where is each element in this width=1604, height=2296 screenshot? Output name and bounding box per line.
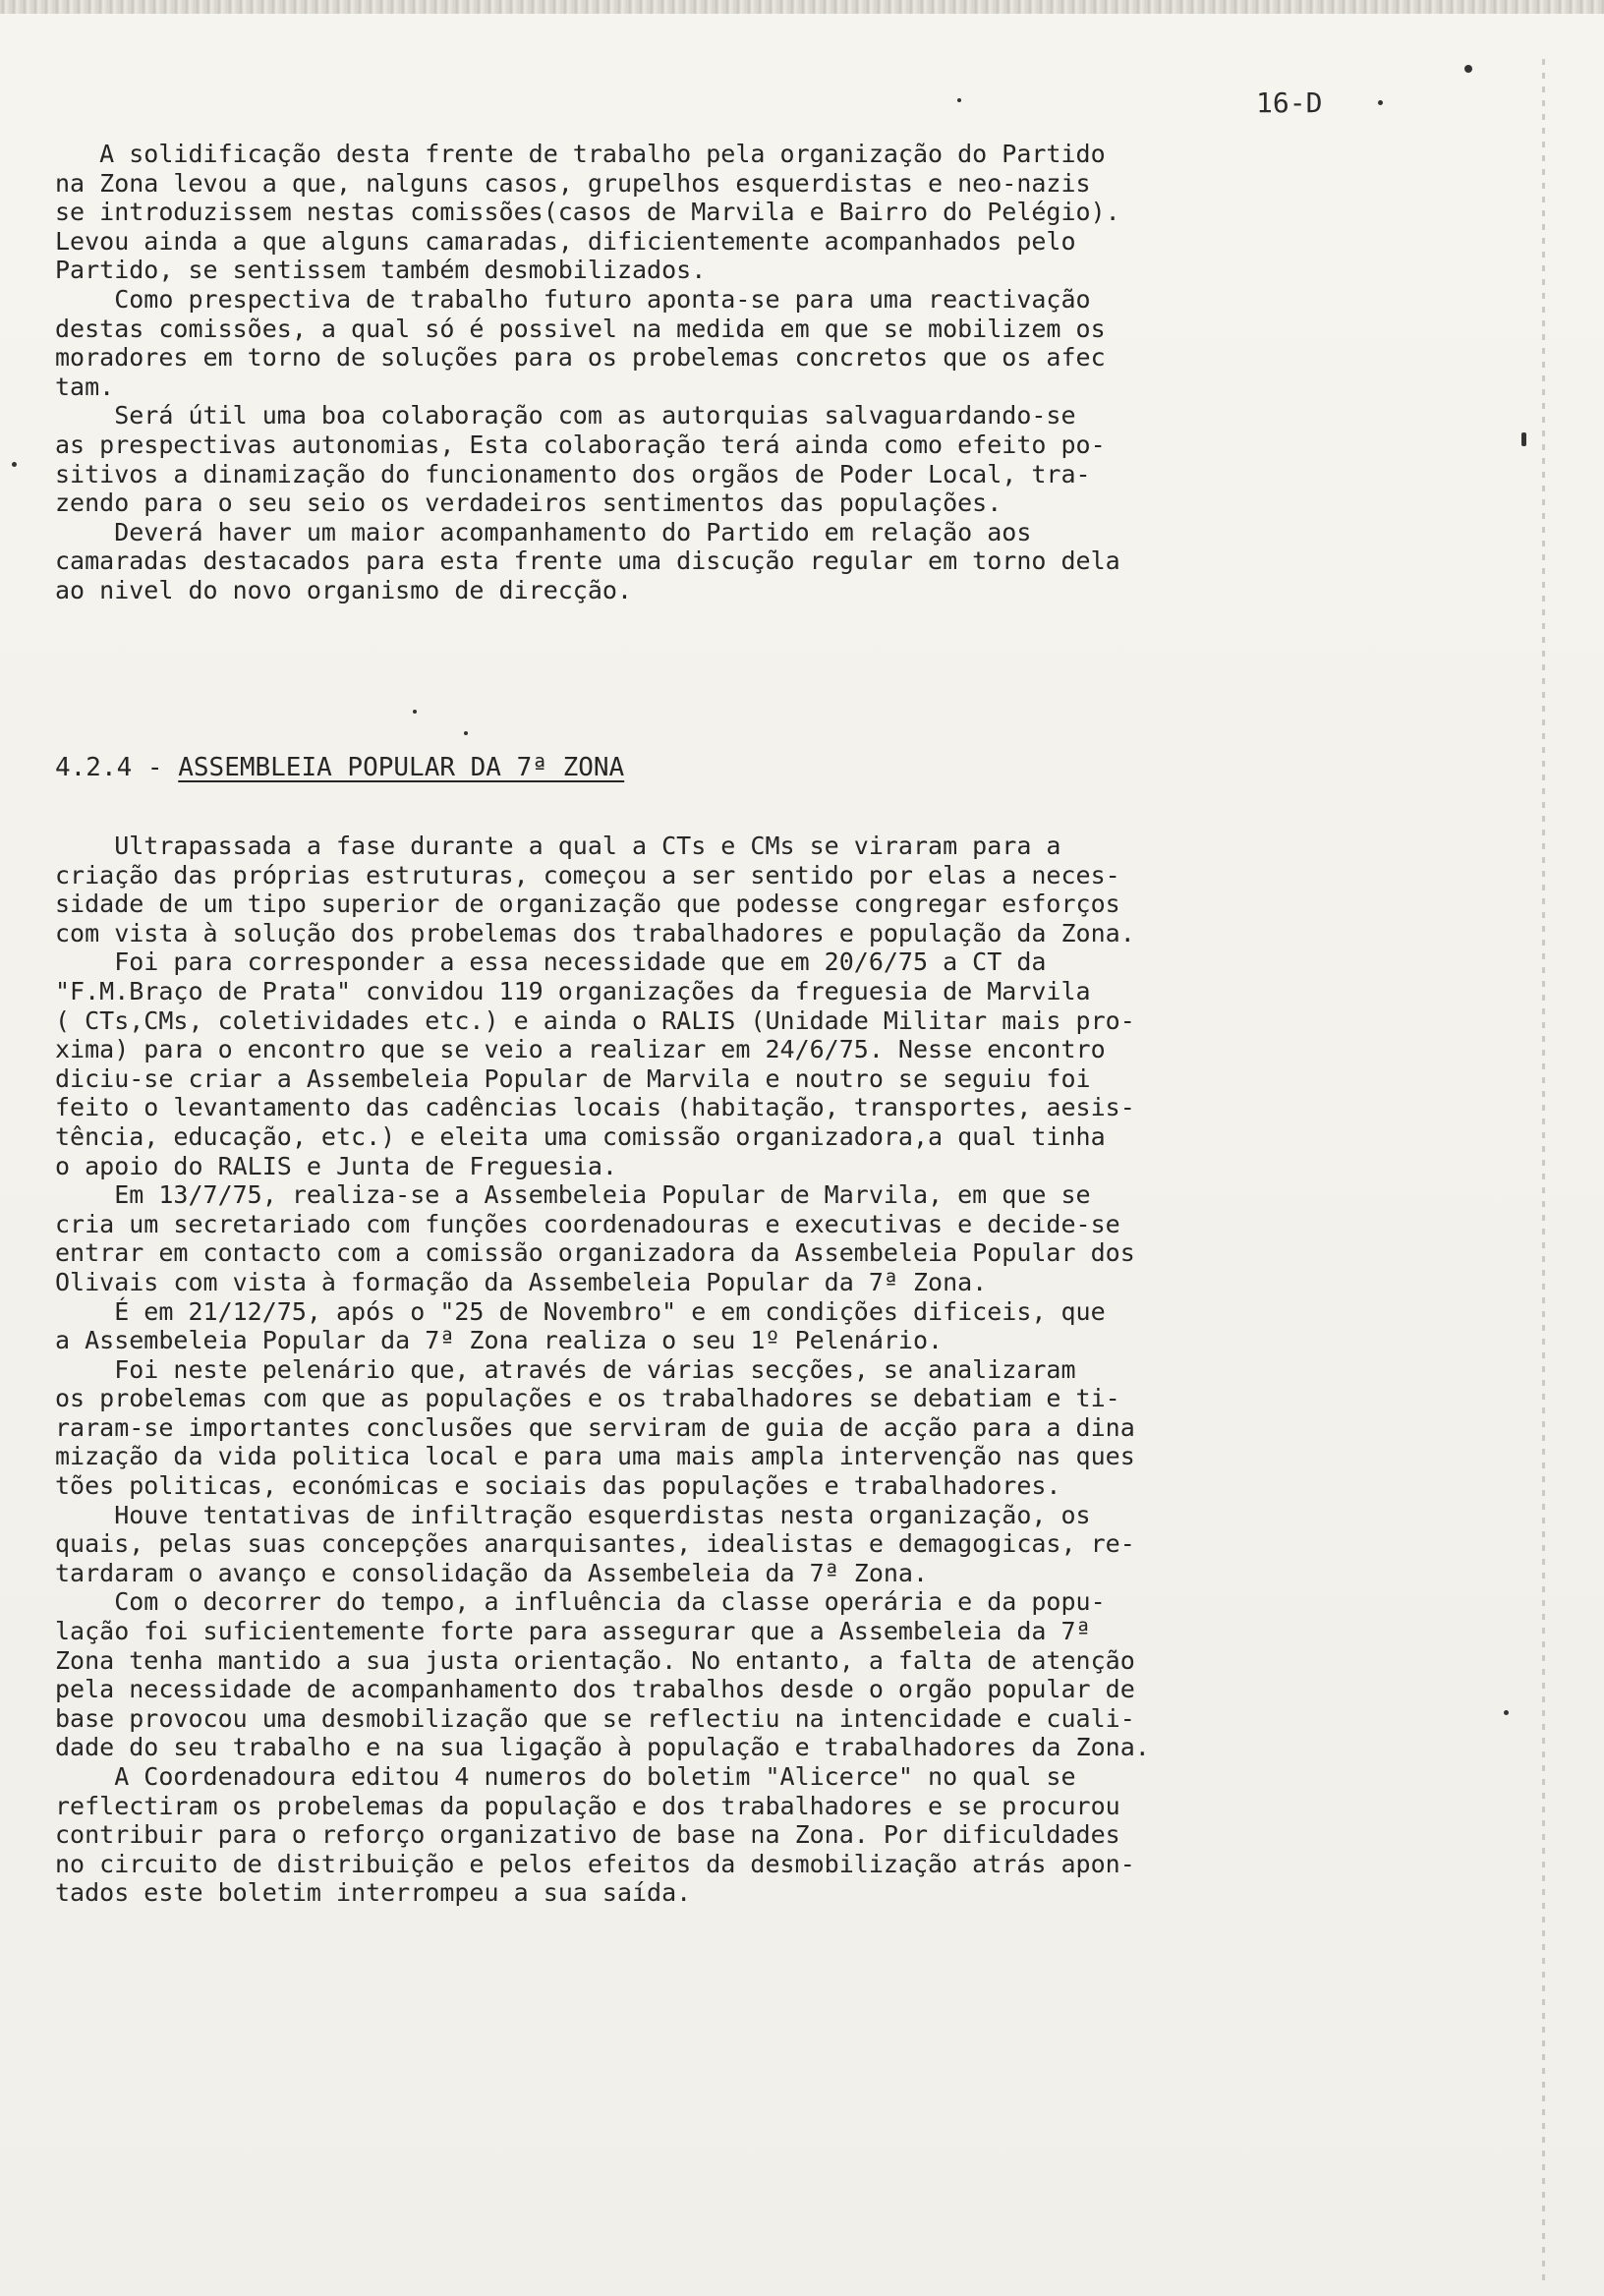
text-line: tência, educação, etc.) e eleita uma comissão organizadora,a qual tinha	[55, 1121, 1106, 1151]
text-line: lação foi suficientemente forte para assegurar que a Assembeleia da 7ª	[55, 1617, 1091, 1646]
text-line: se introduzissem nestas comissões(casos de Marvila e Bairro do Pelégio).	[55, 198, 1120, 227]
scan-speck	[957, 98, 961, 102]
text-line: sidade de um tipo superior de organização que podesse congregar esforços	[55, 890, 1120, 919]
text-line: feito o levantamento das cadências locais (habitação, transportes, aesis-	[55, 1093, 1135, 1122]
text-line: Ultrapassada a fase durante a qual a CTs e CMs se viraram para a	[55, 832, 1061, 860]
text-line: ( CTs,CMs, coletividades etc.) e ainda o RALIS (Unidade Militar mais pro-	[55, 1005, 1135, 1035]
text-line: Levou ainda a que alguns camaradas, dificientemente acompanhados pelo	[55, 226, 1076, 256]
text-line: quais, pelas suas concepções anarquisantes, idealistas e demagogicas, re-	[55, 1529, 1135, 1559]
text-line: os probelemas com que as populações e os trabalhadores se debatiam e ti-	[55, 1384, 1120, 1413]
text-line: dade do seu trabalho e na sua ligação à população e trabalhadores da Zona.	[55, 1733, 1150, 1762]
text-line: no circuito de distribuição e pelos efeitos da desmobilização atrás apon-	[55, 1849, 1135, 1878]
text-line: sitivos a dinamização do funcionamento dos orgãos de Poder Local, tra-	[55, 459, 1091, 488]
text-line: Zona tenha mantido a sua justa orientação. No entanto, a falta de atenção	[55, 1645, 1135, 1675]
scan-speck	[1504, 1710, 1509, 1715]
text-line: ao nivel do novo organismo de direcção.	[55, 575, 632, 604]
text-line: base provocou uma desmobilização que se reflectiu na intencidade e cuali-	[55, 1703, 1135, 1733]
text-line: entrar em contacto com a comissão organizadora da Assembeleia Popular dos	[55, 1238, 1135, 1268]
text-line: Houve tentativas de infiltração esquerdistas nesta organização, os	[55, 1500, 1091, 1529]
scan-right-edge	[1542, 59, 1545, 2280]
scan-speck	[1521, 432, 1526, 446]
page-number: 16-D	[1256, 86, 1323, 119]
text-line: a Assembeleia Popular da 7ª Zona realiza o seu 1º Pelenário.	[55, 1326, 944, 1355]
text-line: Foi para corresponder a essa necessidade que em 20/6/75 a CT da	[55, 947, 1047, 977]
text-line: criação das próprias estruturas, começou a ser sentido por elas a neces-	[55, 860, 1120, 890]
text-line: cria um secretariado com funções coordenadouras e executivas e decide-se	[55, 1209, 1120, 1238]
text-line: É em 21/12/75, após o "25 de Novembro" e em condições dificeis, que	[55, 1296, 1106, 1326]
text-line: xima) para o encontro que se veio a realizar em 24/6/75. Nesse encontro	[55, 1035, 1106, 1064]
text-line: Deverá haver um maior acompanhamento do Partido em relação aos	[55, 517, 1032, 546]
text-line: tados este boletim interrompeu a sua saída.	[55, 1878, 692, 1908]
text-line: tões politicas, económicas e sociais das populações e trabalhadores.	[55, 1471, 1061, 1501]
text-line: com vista à solução dos probelemas dos trabalhadores e população da Zona.	[55, 918, 1135, 947]
text-line: reflectiram os probelemas da população e dos trabalhadores e se procurou	[55, 1791, 1120, 1820]
scan-speck	[1464, 65, 1472, 73]
text-line: na Zona levou a que, nalguns casos, grupelhos esquerdistas e neo-nazis	[55, 168, 1091, 198]
text-line: mização da vida politica local e para uma mais ampla intervenção nas ques	[55, 1442, 1135, 1471]
text-line: diciu-se criar a Assembeleia Popular de Marvila e noutro se seguiu foi	[55, 1063, 1091, 1093]
scan-speck	[12, 462, 17, 467]
text-line: Será útil uma boa colaboração com as autorquias salvaguardando-se	[55, 401, 1076, 430]
scan-speck	[1378, 100, 1383, 105]
text-line: o apoio do RALIS e Junta de Freguesia.	[55, 1151, 617, 1180]
section-paragraphs-2	[55, 832, 1150, 1908]
text-line: pela necessidade de acompanhamento dos trabalhos desde o orgão popular de	[55, 1675, 1135, 1704]
scan-top-edge	[0, 0, 1604, 14]
section-heading	[55, 753, 624, 782]
text-line: camaradas destacados para esta frente uma discução regular em torno dela	[55, 546, 1120, 576]
text-line: destas comissões, a qual só é possivel na medida em que se mobilizem os	[55, 314, 1106, 343]
text-line: Em 13/7/75, realiza-se a Assembeleia Popular de Marvila, em que se	[55, 1180, 1091, 1210]
text-line: Como prespectiva de trabalho futuro aponta-se para uma reactivação	[55, 284, 1091, 314]
text-line: Foi neste pelenário que, através de várias secções, se analizaram	[55, 1354, 1076, 1384]
section-number: 4.2.4 -	[55, 753, 179, 782]
text-line: "F.M.Braço de Prata" convidou 119 organizações da freguesia de Marvila	[55, 976, 1091, 1005]
text-line: Com o decorrer do tempo, a influência da classe operária e da popu-	[55, 1587, 1106, 1617]
text-line: tam.	[55, 372, 115, 401]
text-line: tardaram o avanço e consolidação da Assembeleia da 7ª Zona.	[55, 1558, 929, 1587]
text-line: A solidificação desta frente de trabalho pela organização do Partido	[55, 140, 1106, 168]
text-line: moradores em torno de soluções para os probelemas concretos que os afec	[55, 343, 1106, 373]
text-line: zendo para o seu seio os verdadeiros sentimentos das populações.	[55, 488, 1002, 518]
text-line: Partido, se sentissem também desmobilizados.	[55, 256, 707, 285]
section-paragraphs-1	[55, 140, 1120, 605]
text-line: as prespectivas autonomias, Esta colaboração terá ainda como efeito po-	[55, 430, 1106, 459]
text-line: contribuir para o reforço organizativo de base na Zona. Por dificuldades	[55, 1820, 1120, 1850]
section-title: ASSEMBLEIA POPULAR DA 7ª ZONA	[178, 753, 625, 782]
text-line: Olivais com vista à formação da Assembeleia Popular da 7ª Zona.	[55, 1267, 988, 1296]
scan-speck	[464, 731, 468, 735]
text-line: A Coordenadoura editou 4 numeros do boletim "Alicerce" no qual se	[55, 1762, 1076, 1791]
scan-speck	[413, 710, 417, 714]
text-line: raram-se importantes conclusões que serviram de guia de acção para a dina	[55, 1412, 1135, 1442]
